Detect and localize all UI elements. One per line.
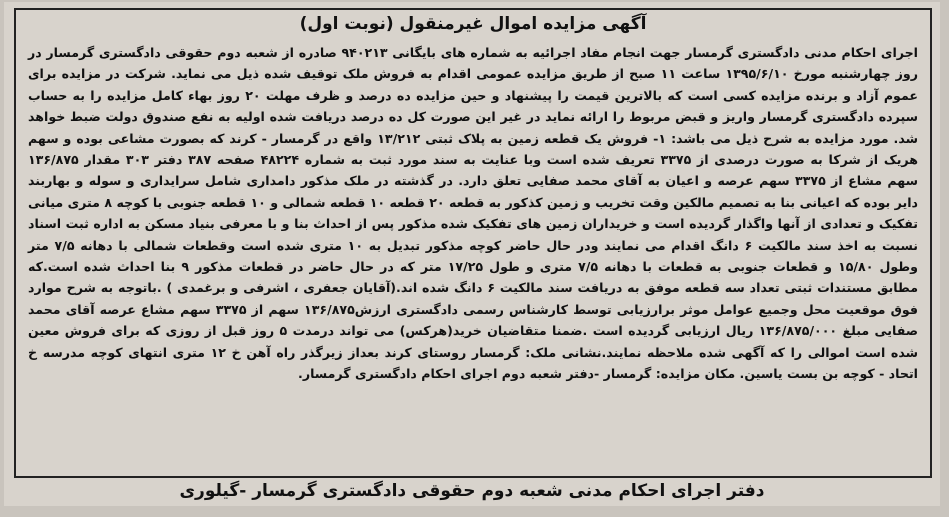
notice-body: اجرای احکام مدنی دادگستری گرمسار جهت انجام مفاد اجرائیه به شماره های بایگانی ۹۴۰۲۱۳ صادره از شعبه دوم حقوقی دادگستری گرمسار در روز چهارشنبه مورخ ۱۳۹۵/۶/۱۰ ساعت ۱۱ صبح از طریق مزایده عمومی اقدام به فروش ملک توقیف شده ذیل می نماید. شرکت در مزایده برای عموم آزاد و برنده مزایده کسی است که بالاترین قیمت را پیشنهاد و حین مزایده ده درصد و ظرف مهلت ۲۰ روز بهاء کامل مزایده را به حساب سپرده دادگستری گرمسار واریز و قبض مربوط را ارائه نماید در غیر این صورت کل ده درصد دریافت شده اولیه به نفع صندوق دولت ضبط خواهد شد. مورد مزایده به شرح ذیل می باشد: ۱- فروش یک قطعه زمین به پلاک ثبتی ۱۳/۲۱۲ واقع در گرمسار - کرند که بصورت مشاعی بوده و سهم هریک از شرکا به صورت درصدی از ۳۳۷۵ تعریف شده است وبا عنایت به سند مورد ثبت به شماره ۴۸۲۲۴ صفحه ۳۸۷ دفتر ۳۰۳ مقدار ۱۳۶/۸۷۵ سهم مشاع از ۳۳۷۵ سهم عرصه و اعیان به آقای محمد صفایی تعلق دارد. در گذشته در ملک مذکور دامداری شامل سرایداری و سوله و بهاربند دایر بوده که اعیانی بنا به تصمیم مالکین وقت تخریب و زمین کذکور به قطعه ۲۰ قطعه ۱۰ قطعه شمالی و ۱۰ قطعه جنوبی با کوچه ۸ متری میانی تفکیک و تعدادی از آنها واگذار گردیده است و خریداران زمین های تفکیک شده مذکور پس از احداث بنا و با معرفی بنیاد مسکن به اداره ثبت اسناد نسبت به اخذ سند مالکیت ۶ دانگ اقدام می نمایند ودر حال حاضر کوچه مذکور تبدیل به ۱۰ متری شده است وقطعات شمالی با دهانه ۷/۵ متر وطول ۱۵/۸۰ و قطعات جنوبی به قطعات با دهانه ۷/۵ متری و طول ۱۷/۲۵ متر که در حال حاضر در قطعات مذکور ۹ بنا احداث شده است.که مطابق مستندات ثبتی تعداد سه قطعه موفق به دریافت سند مالکیت ۶ دانگ شده اند.(آقایان جعفری ، اشرفی و برغمدی ) .باتوجه به شرح موارد فوق موقعیت محل وجمیع عوامل موثر برارزیابی توسط کارشناس رسمی دادگستری ارزش۱۳۶/۸۷۵ سهم از ۳۳۷۵ سهم مشاع عرصه آقای محمد صفایی مبلغ ۱۳۶/۸۷۵/۰۰۰ ریال ارزیابی گردیده است .ضمنا متقاضیان خرید(هرکس) می تواند درمدت ۵ روز قبل از روزی که برای فروش معین شده است اموالی را که آگهی شده ملاحظه نمایند.نشانی ملک: گرمسار روستای کرند بعداز زیرگذر راه آهن خ ۱۲ متری انتهای کوچه مدرسه خ اتحاد - کوچه بن بست یاسین. مکان مزایده: گرمسار -دفتر شعبه دوم اجرای احکام دادگستری گرمسار.: [28, 45, 919, 382]
notice-title: آگهی مزایده اموال غیرمنقول (نوبت اول): [299, 14, 647, 34]
newspaper-clipping: [4, 2, 940, 515]
notice-footer: دفتر اجرای احکام مدنی شعبه دوم حقوقی دادگستری گرمسار -گیلوری: [179, 481, 765, 501]
clipping-edge: [0, 506, 949, 517]
notice-frame: [14, 8, 932, 478]
